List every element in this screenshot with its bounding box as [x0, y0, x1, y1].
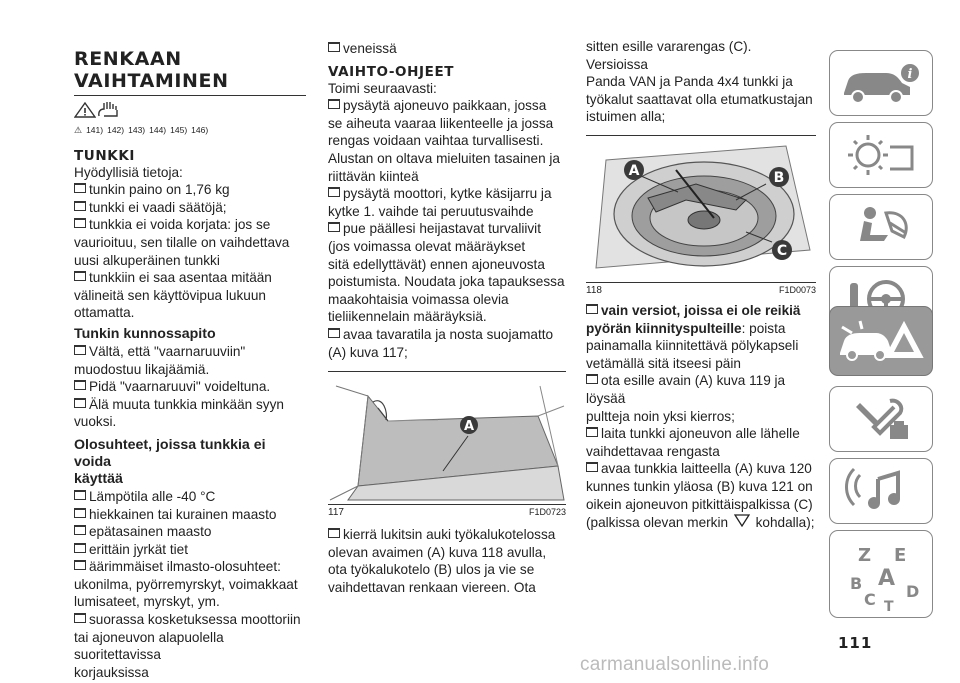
list-item-text: tunkkia ei voida korjata: jos se: [89, 217, 271, 233]
bullet-text: veneissä: [343, 41, 397, 56]
list-item: [74, 541, 306, 559]
list-item: [74, 269, 306, 287]
final-line: [586, 513, 816, 532]
list-item-text: tunkin paino on 1,76 kg: [89, 182, 230, 198]
column-1: [74, 0, 306, 681]
index-letter: Z: [858, 545, 872, 566]
list-item: [74, 523, 306, 541]
warning-icon-row: [74, 100, 306, 120]
index-letter: C: [864, 590, 876, 609]
page-title-line2: VAIHTAMINEN: [74, 70, 229, 92]
list-item-continuation: pultteja noin yksi kierros;: [586, 408, 735, 424]
tab-car-info[interactable]: [829, 50, 933, 116]
svg-text:i: i: [907, 67, 913, 82]
list-item-text: pysäytä moottori, kytke käsijarru ja: [343, 186, 552, 202]
page-number: 111: [838, 634, 873, 652]
airbag-seat-icon: [830, 195, 932, 259]
bullet-box-icon: [74, 218, 86, 228]
list-item: [586, 372, 816, 407]
list-item-text: hiekkainen tai kurainen maasto: [89, 506, 277, 522]
text-line: painamalla kiinnitettävä pölykapseli: [586, 338, 799, 354]
continued-line: Panda VAN ja Panda 4x4 tunkki ja: [586, 74, 793, 90]
list-item-continuation: kytke 1. vaihde tai peruutusvaihde: [328, 203, 534, 219]
tab-dashboard[interactable]: [829, 122, 933, 188]
bullet-box-icon: [74, 183, 86, 193]
intro-text: Toimi seuraavasti:: [328, 80, 437, 96]
list-item-continuation: tieliikennelain määräyksiä.: [328, 309, 487, 325]
list-item-continuation: vaurioituu, sen tilalle on vaihdettava: [74, 234, 290, 250]
figure-rule-top: [328, 371, 566, 372]
car-info-icon: [830, 51, 932, 115]
bullet-box-icon: [74, 380, 86, 390]
list-item-text: Lämpötila alle -40 °C: [89, 488, 216, 504]
warning-ref: 144): [149, 125, 167, 135]
bold-instruction: [586, 302, 816, 320]
top-bullet: [328, 40, 566, 58]
list-item-continuation: rengas voidaan vaihtaa turvallisesti.: [328, 133, 544, 149]
bullet-box-icon: [74, 613, 86, 623]
list-item: [74, 506, 306, 524]
bullet-box-icon: [74, 345, 86, 355]
bullet-box-icon: [586, 462, 598, 472]
column-3: [586, 0, 816, 532]
list-item-continuation: se aiheuta vaaraa liikenteelle ja jossa: [328, 115, 554, 131]
bullet-box-icon: [74, 525, 86, 535]
tab-safety[interactable]: [829, 194, 933, 260]
tab-multimedia[interactable]: [829, 458, 933, 524]
figure-118-label-a: A: [628, 162, 640, 179]
list-item: [74, 199, 306, 217]
maintenance-tools-icon: [830, 387, 932, 451]
bullet-box-icon: [74, 201, 86, 211]
figure-118-spare-wheel: [586, 140, 816, 280]
bullet-box-icon: [74, 271, 86, 281]
list-item-continuation: ottamatta.: [74, 305, 135, 321]
bold-instruction-cont: [586, 320, 816, 338]
bullet-list-after-figure: [328, 526, 566, 596]
list-item-continuation: sitä edellyttävät) ennen ajoneuvosta: [328, 256, 545, 272]
list-item-text: ota esille avain (A) kuva 119 ja löysää: [586, 373, 786, 406]
bullet-list-2: [74, 343, 306, 431]
bullet-box-icon: [328, 42, 340, 52]
list-item-text: suorassa kosketuksessa moottoriin: [89, 612, 301, 628]
warning-ref: 143): [128, 125, 146, 135]
bullet-box-icon: [328, 99, 340, 109]
title-rule: [74, 95, 306, 96]
list-item-text: tunkki ei vaadi säätöjä;: [89, 199, 227, 215]
list-item-continuation: tai ajoneuvon alapuolella suoritettavissa: [74, 629, 224, 663]
conditions-title-line2: käyttää: [74, 470, 123, 487]
warning-ref: 142): [107, 125, 125, 135]
list-item: [74, 488, 306, 506]
triangle-mark-icon: [734, 513, 750, 527]
warning-ref: 145): [170, 125, 188, 135]
intro-text: Hyödyllisiä tietoja:: [74, 164, 183, 180]
list-item-continuation: muodostuu likajäämiä.: [74, 361, 210, 377]
list-item-continuation: poistumista. Noudata joka tapauksessa: [328, 274, 565, 290]
list-item-continuation: vaihdettavaa rengasta: [586, 443, 720, 459]
list-item-continuation: vaihdettavan renkaan viereen. Ota: [328, 579, 536, 595]
list-item-text: Älä muuta tunkkia minkään syyn: [89, 396, 284, 412]
index-letter: T: [884, 599, 894, 615]
figure-code: F1D0723: [528, 507, 566, 518]
list-item: [74, 396, 306, 414]
bullet-box-icon: [328, 528, 340, 538]
figure-117-caption: [328, 507, 566, 518]
spare-wheel-illustration: [586, 140, 816, 280]
bold-text-line1: vain versiot, joissa ei ole reikiä: [601, 302, 801, 318]
list-item-continuation: oikein ajoneuvon pitkittäispalkissa (C): [586, 496, 813, 512]
bold-suffix: : poista: [741, 320, 786, 336]
list-item-text: Vältä, että "vaarnaruuviin": [89, 343, 246, 359]
figure-117-trunk-mat: [328, 376, 566, 502]
list-item-text: äärimmäiset ilmasto-olosuhteet:: [89, 559, 281, 575]
list-item-text: kierrä lukitsin auki työkalukotelossa: [343, 527, 556, 543]
section-title-tunkki: TUNKKI: [74, 147, 136, 164]
list-item-text: avaa tunkkia laitteella (A) kuva 120: [601, 461, 812, 477]
maintenance-title: Tunkin kunnossapito: [74, 325, 216, 342]
bullet-box-icon: [74, 543, 86, 553]
list-item-text: tunkkiin ei saa asentaa mitään: [89, 270, 272, 286]
list-item: [328, 97, 566, 115]
bullet-box-icon: [74, 508, 86, 518]
page-title-line1: RENKAAN: [74, 48, 182, 70]
list-item-text: laita tunkki ajoneuvon alle lähelle: [601, 426, 800, 442]
warning-icon-small: ⚠: [74, 125, 83, 135]
list-item-continuation: lumisateet, myrskyt, ym.: [74, 594, 220, 610]
list-item-continuation: riittävän kiinteä: [328, 168, 419, 184]
figure-rule-bottom: [586, 282, 816, 283]
list-item-text: Pidä "vaarnaruuvi" voideltuna.: [89, 379, 271, 395]
bullet-box-icon: [74, 398, 86, 408]
list-item-text: pue päällesi heijastavat turvaliivit: [343, 221, 541, 237]
index-letter: D: [906, 582, 920, 601]
conditions-title-line1: Olosuhteet, joissa tunkkia ei voida: [74, 436, 266, 470]
list-item-continuation: kunnes tunkin yläosa (B) kuva 121 on: [586, 478, 813, 494]
figure-118-label-c: C: [776, 242, 788, 259]
bullet-box-icon: [586, 427, 598, 437]
list-item-continuation: (A) kuva 117;: [328, 344, 408, 360]
trunk-illustration: [328, 376, 566, 502]
list-item: [328, 526, 566, 544]
final-line-after: kohdalla);: [755, 515, 815, 531]
bullet-list-1: [74, 181, 306, 322]
footer-watermark: carmanualsonline.info: [580, 654, 770, 675]
index-letters-icon: [830, 531, 932, 617]
list-item-continuation: korjauksissa: [74, 664, 149, 680]
final-line-before: (palkissa olevan merkin: [586, 515, 729, 531]
list-item-text: erittäin jyrkät tiet: [89, 541, 188, 557]
list-item-continuation: (jos voimassa olevat määräykset: [328, 238, 526, 254]
tab-index[interactable]: [829, 530, 933, 618]
warning-icon: [74, 102, 96, 118]
continued-line: sitten esille vararengas (C). Versioissa: [586, 39, 752, 72]
list-item: [74, 558, 306, 576]
list-item: [74, 611, 306, 629]
list-item: [586, 460, 816, 478]
figure-code: F1D0073: [778, 284, 816, 295]
tab-maintenance[interactable]: [829, 386, 933, 452]
list-item-text: avaa tavaratila ja nosta suojamatto: [343, 326, 554, 342]
bullet-list-3: [74, 488, 306, 682]
figure-number: 117: [328, 507, 344, 519]
figure-rule-top: [586, 135, 816, 136]
continued-line: työkalut saattavat olla etumatkustajan: [586, 91, 813, 107]
bullet-box-icon: [328, 328, 340, 338]
list-item-continuation: uusi alkuperäinen tunkki: [74, 252, 220, 268]
bullet-box-icon: [74, 560, 86, 570]
list-item: [328, 185, 566, 203]
bullet-box-icon: [586, 304, 598, 314]
list-item: [74, 216, 306, 234]
list-item-text: pysäytä ajoneuvo paikkaan, jossa: [343, 98, 547, 114]
bullet-box-icon: [586, 374, 598, 384]
bold-text-line2: pyörän kiinnityspulteille: [586, 320, 742, 336]
index-letter: A: [878, 566, 896, 591]
bullet-box-icon: [74, 490, 86, 500]
list-item: [74, 378, 306, 396]
warning-references: [74, 122, 306, 140]
continued-line: istuimen alla;: [586, 109, 666, 125]
multimedia-icon: [830, 459, 932, 523]
figure-118-caption: [586, 285, 816, 296]
list-item: [328, 220, 566, 238]
warning-ref: 146): [191, 125, 209, 135]
figure-rule-bottom: [328, 504, 566, 505]
warning-ref: 141): [86, 125, 104, 135]
bullet-list-col3: [586, 372, 816, 513]
bullet-list-main: [328, 97, 566, 361]
dashboard-light-icon: [830, 123, 932, 187]
column-2: [328, 0, 566, 596]
section-title-vaihto: VAIHTO-OHJEET: [328, 63, 455, 80]
list-item-continuation: ota työkalukotelo (B) ulos ja vie se: [328, 562, 535, 578]
tab-emergency[interactable]: [829, 306, 933, 376]
bullet-box-icon: [328, 222, 340, 232]
list-item-continuation: välineitä sen käyttövipua lukuun: [74, 287, 266, 303]
figure-117-label-a: A: [463, 419, 475, 435]
list-item: [74, 343, 306, 361]
text-line: vetämällä sitä itseesi päin: [586, 355, 741, 371]
list-item-continuation: Alustan on oltava mieluiten tasainen ja: [328, 150, 560, 166]
index-letter: B: [850, 574, 863, 593]
list-item: [74, 181, 306, 199]
breakdown-warning-icon: [830, 307, 932, 375]
list-item-continuation: vuoksi.: [74, 414, 117, 430]
figure-118-label-b: B: [773, 169, 785, 186]
list-item-continuation: maakohtaisia voimassa olevia: [328, 291, 509, 307]
list-item-text: epätasainen maasto: [89, 524, 212, 540]
bullet-box-icon: [328, 187, 340, 197]
index-letter: E: [894, 545, 907, 566]
list-item: [328, 326, 566, 344]
list-item-continuation: ukonilma, pyörremyrskyt, voimakkaat: [74, 576, 298, 592]
list-item-continuation: olevan avaimen (A) kuva 118 avulla,: [328, 544, 547, 560]
hand-icon: [96, 100, 122, 118]
list-item: [586, 425, 816, 443]
figure-number: 118: [586, 284, 602, 296]
